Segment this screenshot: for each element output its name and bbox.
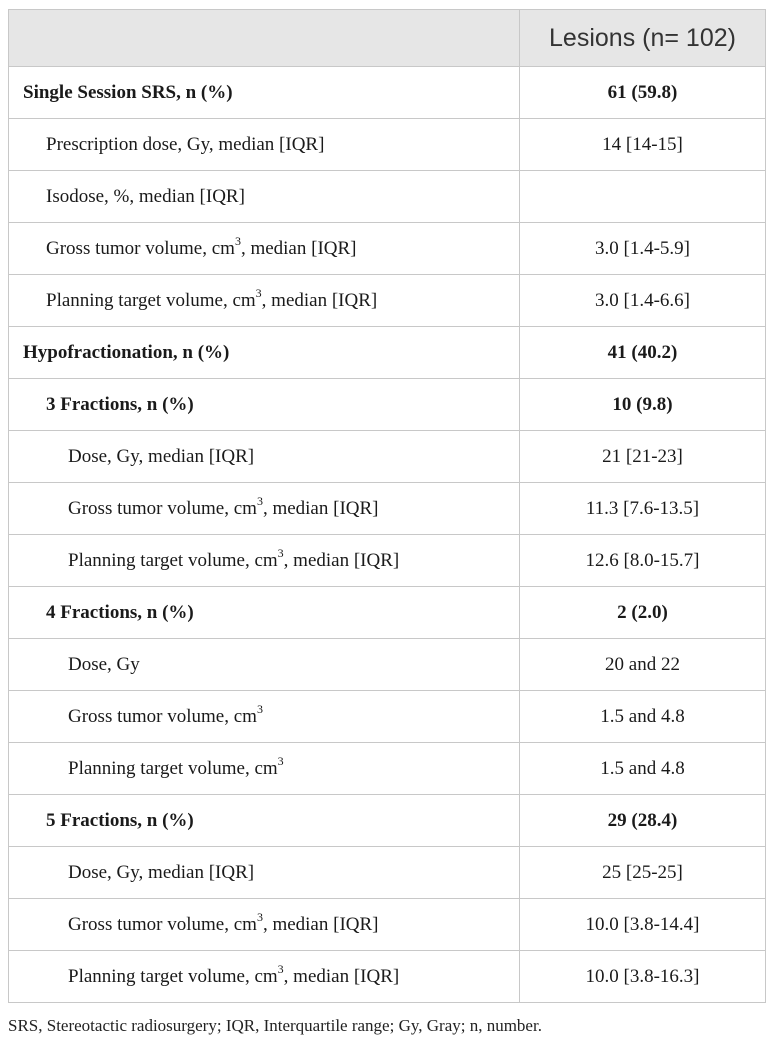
subsection-row-3-fractions [9,379,766,431]
table-row [9,483,766,535]
table-row [9,847,766,899]
row-label: Prescription dose, Gy, median [IQR] [46,133,325,155]
row-label-tail: , median [IQR] [283,549,400,571]
row-label: Dose, Gy [68,653,140,675]
lesions-table [8,9,766,1003]
row-value: 25 [25-25] [520,847,766,899]
row-label-sup: 3 [256,910,263,925]
row-value: 11.3 [7.6-13.5] [520,483,766,535]
header-lesions-count: Lesions (n= 102) [520,10,766,67]
row-label: Hypofractionation, n (%) [23,341,230,363]
row-label: Planning target volume, cm [68,549,278,571]
row-value: 20 and 22 [520,639,766,691]
table-row [9,223,766,275]
row-label: Gross tumor volume, cm [68,913,257,935]
header-label-cell [9,10,520,67]
row-value: 3.0 [1.4-5.9] [520,223,766,275]
row-label: 5 Fractions, n (%) [46,809,194,831]
row-label-sup: 3 [277,754,284,769]
table-header-row [9,10,766,67]
row-value: 10.0 [3.8-14.4] [520,899,766,951]
table-row [9,275,766,327]
row-label-sup: 3 [255,286,262,301]
table-row [9,951,766,1003]
row-label-tail: , median [IQR] [240,237,357,259]
row-label-sup: 3 [234,234,241,249]
row-value: 12.6 [8.0-15.7] [520,535,766,587]
row-value: 21 [21-23] [520,431,766,483]
row-label-tail: , median [IQR] [261,289,378,311]
row-label: Gross tumor volume, cm [46,237,235,259]
row-value: 10.0 [3.8-16.3] [520,951,766,1003]
row-value [520,171,766,223]
row-label-sup: 3 [277,546,284,561]
row-label: Planning target volume, cm [68,757,278,779]
row-value: 1.5 and 4.8 [520,691,766,743]
table-row [9,535,766,587]
row-label-tail: , median [IQR] [283,965,400,987]
row-value: 2 (2.0) [520,587,766,639]
row-value: 14 [14-15] [520,119,766,171]
row-value: 41 (40.2) [520,327,766,379]
row-label-tail: , median [IQR] [262,497,379,519]
section-row-hypofractionation [9,327,766,379]
subsection-row-5-fractions [9,795,766,847]
row-label: 3 Fractions, n (%) [46,393,194,415]
row-label: Isodose, %, median [IQR] [46,185,245,207]
row-label: 4 Fractions, n (%) [46,601,194,623]
row-value: 10 (9.8) [520,379,766,431]
table-footnote: SRS, Stereotactic radiosurgery; IQR, Interquartile range; Gy, Gray; n, number. [8,1016,542,1035]
row-label: Dose, Gy, median [IQR] [68,861,255,883]
row-label: Planning target volume, cm [68,965,278,987]
table-row [9,119,766,171]
table-row [9,171,766,223]
row-value: 3.0 [1.4-6.6] [520,275,766,327]
row-value: 1.5 and 4.8 [520,743,766,795]
row-label-sup: 3 [277,962,284,977]
table-row [9,431,766,483]
row-label-sup: 3 [256,702,263,717]
table-row [9,743,766,795]
row-label-sup: 3 [256,494,263,509]
subsection-row-4-fractions [9,587,766,639]
row-label: Gross tumor volume, cm [68,497,257,519]
table-row [9,639,766,691]
row-label-tail: , median [IQR] [262,913,379,935]
row-label: Dose, Gy, median [IQR] [68,445,255,467]
table-row [9,899,766,951]
row-label: Single Session SRS, n (%) [23,81,233,103]
section-row-single-session [9,67,766,119]
table-row [9,691,766,743]
row-value: 61 (59.8) [520,67,766,119]
row-label: Planning target volume, cm [46,289,256,311]
row-label: Gross tumor volume, cm [68,705,257,727]
row-value: 29 (28.4) [520,795,766,847]
